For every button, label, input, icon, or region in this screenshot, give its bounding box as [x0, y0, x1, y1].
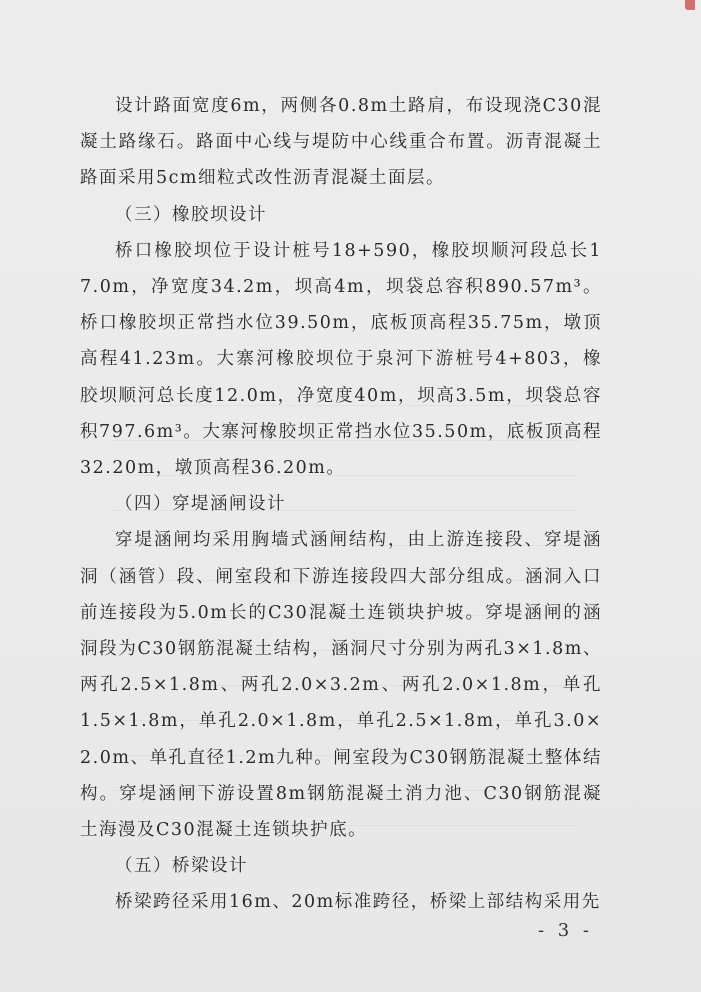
heading-rubber-dam: （三）橡胶坝设计: [115, 204, 267, 225]
heading-bridge: （五）桥梁设计: [115, 856, 248, 877]
page-number: - 3 -: [537, 920, 593, 941]
paragraph-bridge: 桥梁跨径采用16m、20m标准跨径，桥梁上部结构采用先: [115, 892, 601, 913]
paragraph-road-surface: 设计路面宽度6m，两侧各0.8m土路肩，布设现浇C30混凝土路缘石。路面中心线与堤防中心线重合布置。沥青混凝土路面采用5cm细粒式改性沥青混凝土面层。: [80, 96, 602, 189]
paragraph-culvert-gate: 穿堤涵闸均采用胸墙式涵闸结构，由上游连接段、穿堤涵洞（涵管）段、闸室段和下游连接段四大部分组成。涵洞入口前连接段为5.0m长的C30混凝土连锁块护坡。穿堤涵闸的涵洞段为C30钢筋混凝土结构，涵洞尺寸分别为两孔3×1.8m、两孔2.5×1.8m、两孔2.0×3.2m、两孔2.0×1.8m，单孔1.5×1.8m，单孔2.0×1.8m，单孔2.5×1.8m，单孔3.0×2.0m、单孔直径1.2m九种。闸室段为C30钢筋混凝土整体结构。穿堤涵闸下游设置8m钢筋混凝土消力池、C30钢筋混凝土海漫及C30混凝土连锁块护底。: [80, 530, 602, 841]
corner-mark: [685, 0, 695, 10]
paragraph-rubber-dam: 桥口橡胶坝位于设计桩号18+590，橡胶坝顺河段总长17.0m，净宽度34.2m，坝高4m，坝袋总容积890.57m³。桥口橡胶坝正常挡水位39.50m，底板顶高程35.75m，墩顶高程41.23m。大寨河橡胶坝位于泉河下游桩号4+803，橡胶坝顺河总长度12.0m，净宽度40m，坝高3.5m，坝袋总容积797.6m³。大寨河橡胶坝正常挡水位35.50m，底板顶高程32.20m，墩顶高程36.20m。: [80, 240, 602, 479]
heading-culvert-gate: （四）穿堤涵闸设计: [115, 494, 286, 515]
document-body: [80, 88, 602, 921]
